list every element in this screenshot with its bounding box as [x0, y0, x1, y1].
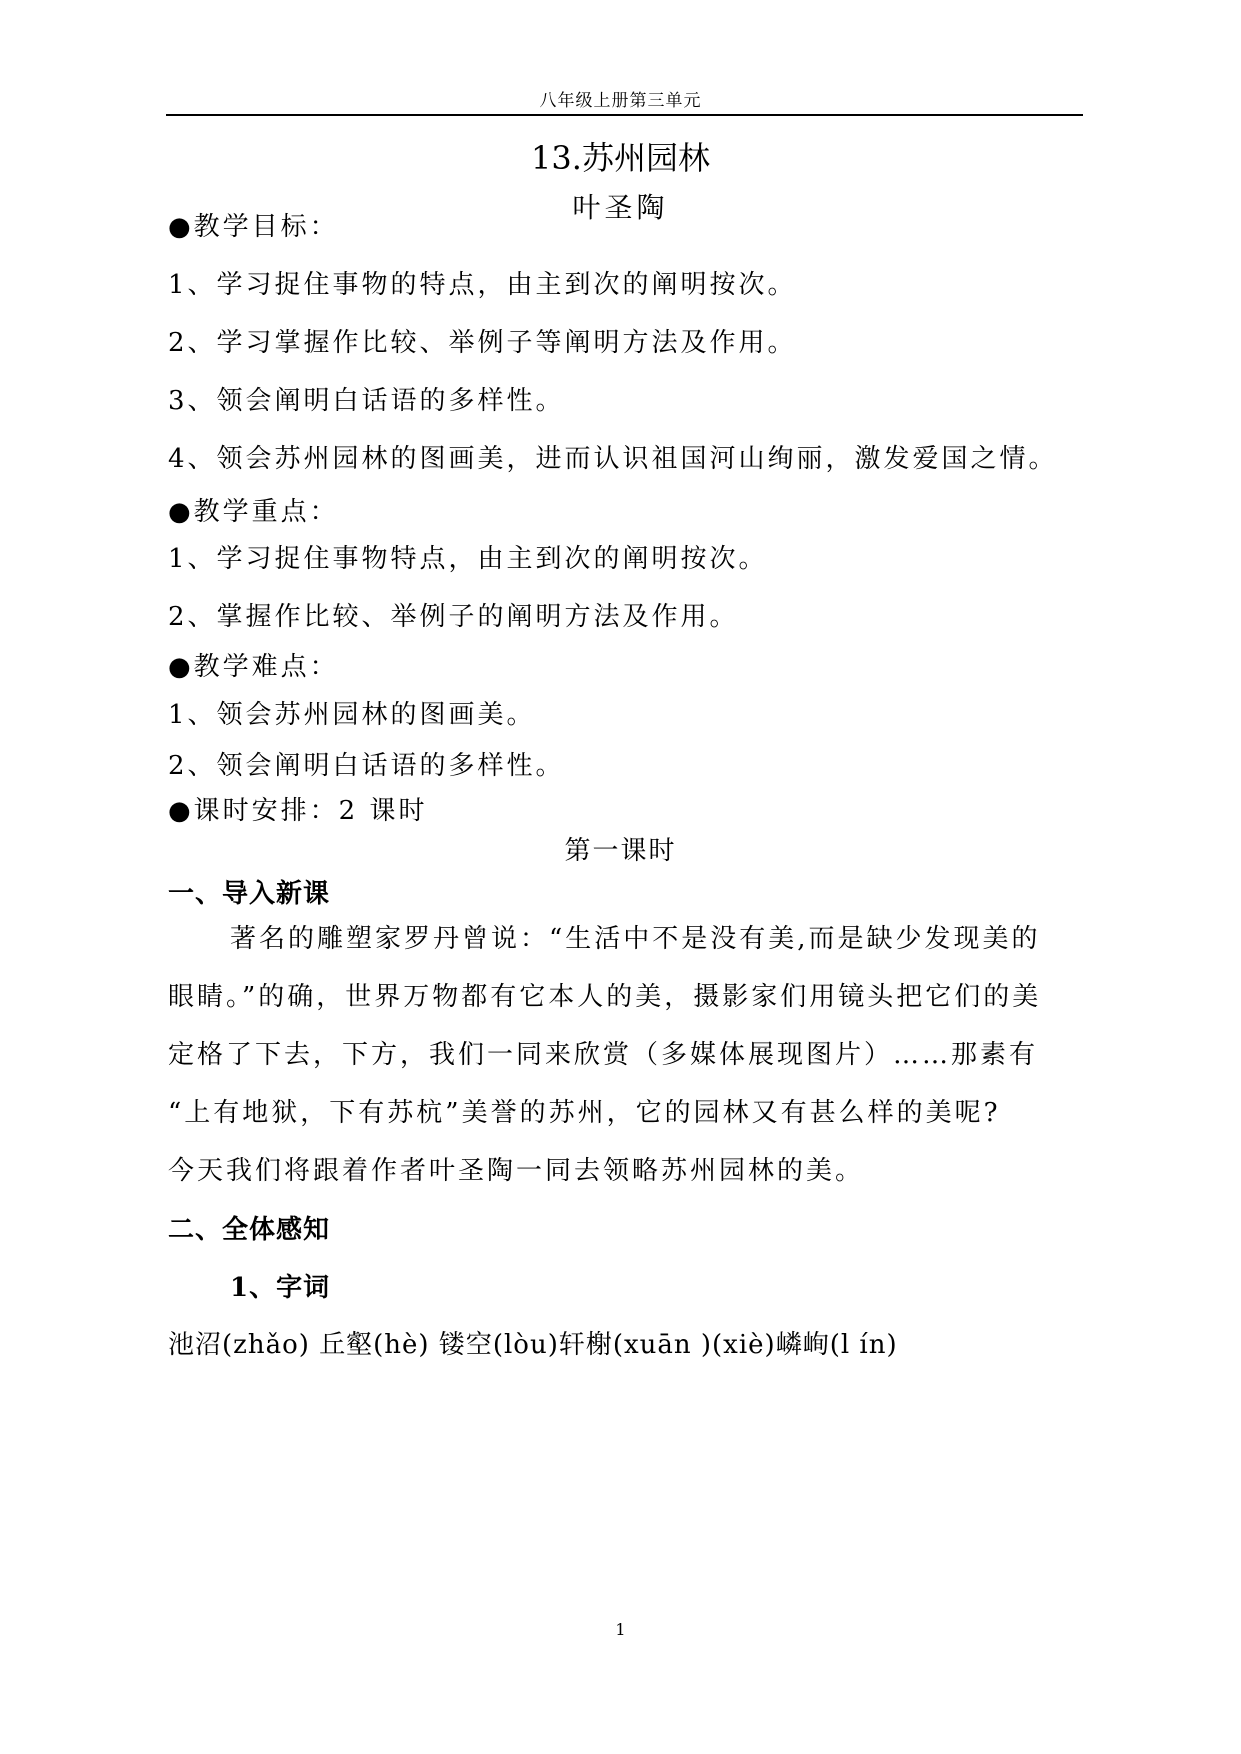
goal-item: 1、学习捉住事物的特点，由主到次的阐明按次。	[168, 270, 797, 300]
difficulty-item: 2、领会阐明白话语的多样性。	[168, 751, 565, 781]
goal-item: 3、领会阐明白话语的多样性。	[168, 386, 565, 416]
vocabulary-line: 池沼(zhǎo) 丘壑(hè) 镂空(lòu)轩榭(xuān )(xiè)嶙峋(l ín)	[168, 1330, 898, 1360]
lesson-label: 第一课时	[564, 836, 677, 866]
section1-paragraph-line: 著名的雕塑家罗丹曾说：“生活中不是没有美,而是缺少发现美的	[230, 924, 1041, 954]
section2-heading: 二、全体感知	[168, 1215, 331, 1245]
section1-paragraph-line: 今天我们将跟着作者叶圣陶一同去领略苏州园林的美。	[168, 1156, 865, 1186]
difficulty-item: 1、领会苏州园林的图画美。	[168, 700, 536, 730]
author-name: 叶圣陶	[572, 191, 669, 224]
header-rule	[166, 114, 1083, 116]
section1-heading: 一、导入新课	[168, 879, 331, 909]
lesson-title: 13.苏州园林	[531, 139, 710, 177]
goal-item: 2、学习掌握作比较、举例子等阐明方法及作用。	[168, 328, 797, 358]
section1-paragraph-line: 定格了下去，下方，我们一同来欣赏（多媒体展现图片）……那素有	[168, 1040, 1039, 1070]
section2-subheading: 1、字词	[230, 1273, 331, 1303]
page-number: 1	[615, 1620, 626, 1639]
goal-item: 4、领会苏州园林的图画美，进而认识祖国河山绚丽，激发爱国之情。	[168, 444, 1058, 474]
section1-paragraph-line: 眼睛。”的确，世界万物都有它本人的美，摄影家们用镜头把它们的美	[168, 982, 1042, 1012]
key-point-item: 2、掌握作比较、举例子的阐明方法及作用。	[168, 602, 739, 632]
schedule-line: ●课时安排：2 课时	[168, 796, 428, 826]
key-points-heading: ●教学重点：	[168, 497, 339, 527]
key-point-item: 1、学习捉住事物特点，由主到次的阐明按次。	[168, 544, 768, 574]
section1-paragraph-line: “上有地狱，下有苏杭”美誉的苏州，它的园林又有甚么样的美呢?	[168, 1098, 1001, 1128]
goals-heading: ●教学目标：	[168, 212, 339, 242]
page-header: 八年级上册第三单元	[539, 91, 702, 111]
difficulties-heading: ●教学难点：	[168, 652, 339, 682]
